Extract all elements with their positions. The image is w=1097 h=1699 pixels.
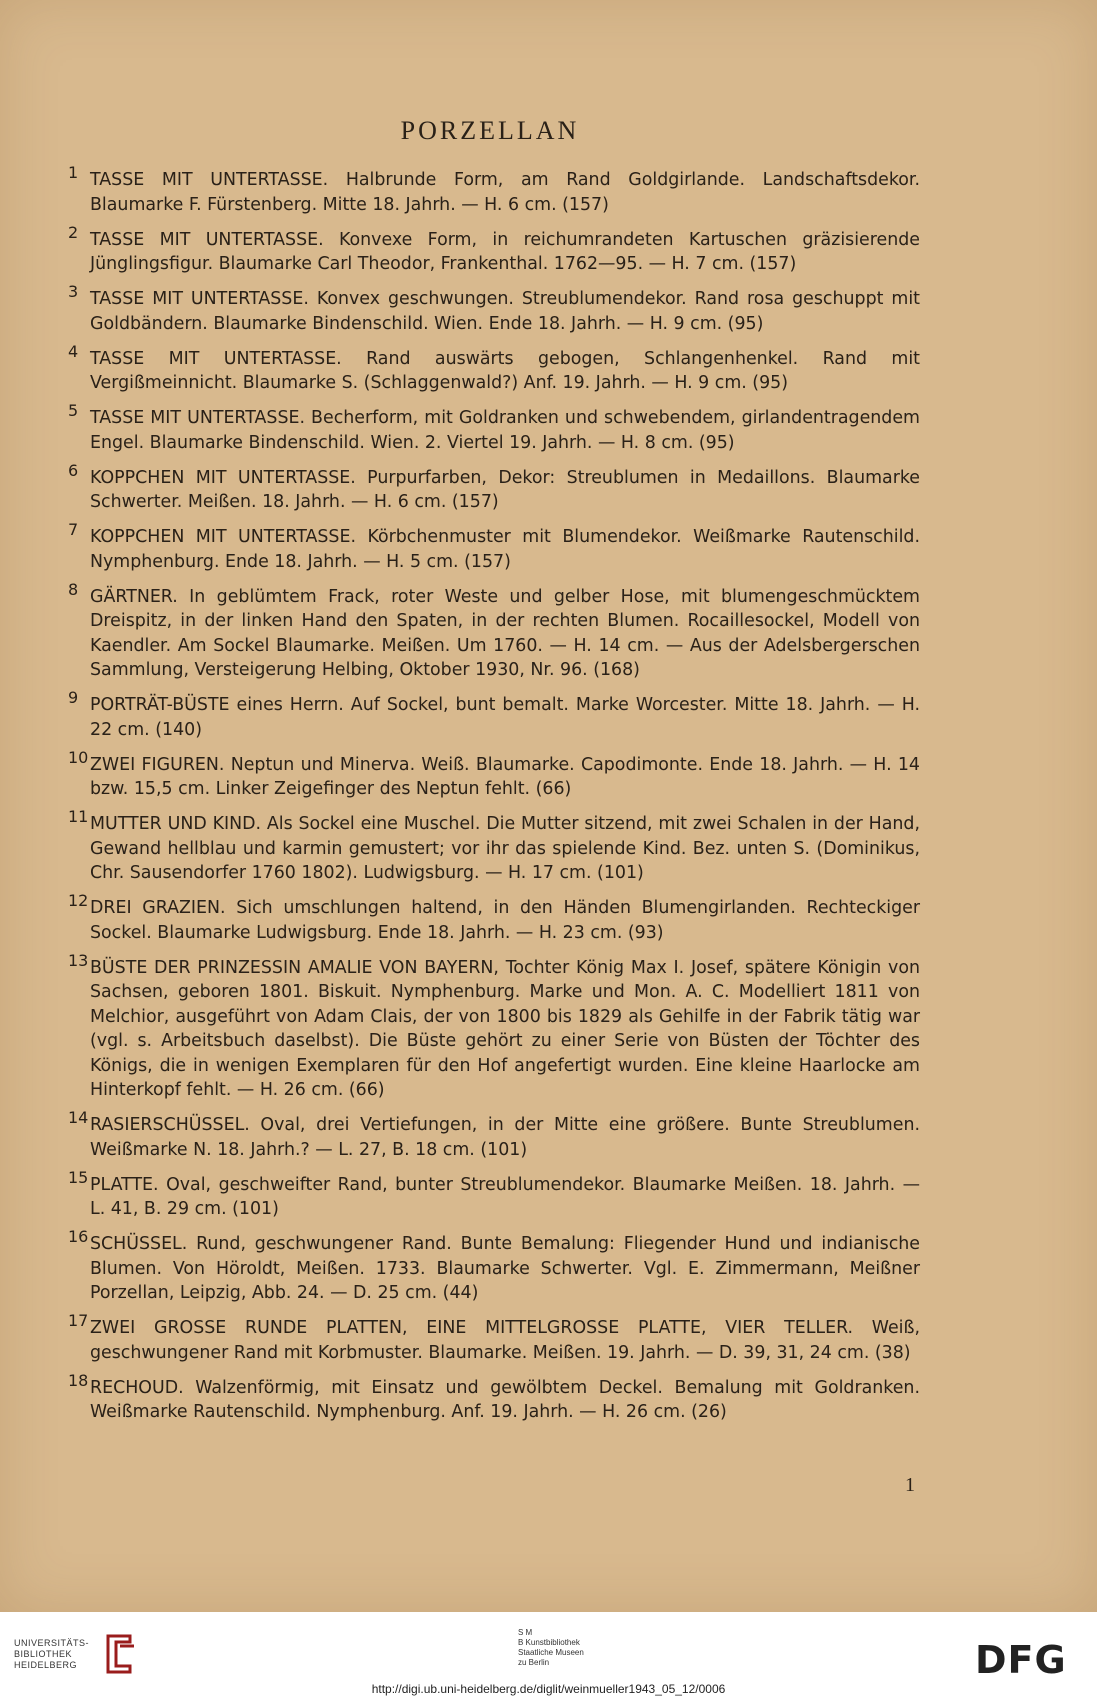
entry-text: DREI GRAZIEN. Sich umschlungen haltend, in den Händen Blumengirlanden. Rechteckiger Sockel. Blaumarke Ludwigsburg. Ende 18. Jahrh. — H. 23 cm. (93) bbox=[90, 898, 920, 943]
university-logo-line: UNIVERSITÄTS- bbox=[14, 1638, 90, 1648]
catalog-entry bbox=[68, 520, 920, 574]
catalog-entry bbox=[68, 460, 920, 515]
catalog-entry bbox=[68, 222, 920, 277]
entry-text: MUTTER UND KIND. Als Sockel eine Muschel. Die Mutter sitzend, mit zwei Schalen in der Hand, Gewand hellblau und karmin gemustert; vor ihr das spielende Kind. Bez. unten S. (Dominikus, Chr. Sausendorfer 1760 1802). Ludwigsburg. — H. 17 cm. (101) bbox=[90, 814, 920, 883]
entry-number: 16 bbox=[68, 1227, 89, 1246]
library-stamp-line: Staatliche Museen bbox=[518, 1648, 584, 1657]
entry-number: 17 bbox=[68, 1311, 89, 1330]
entry-number: 5 bbox=[68, 401, 79, 420]
entry-text: TASSE MIT UNTERTASSE. Konvexe Form, in reichumrandeten Kartuschen gräzisierende Jünglingsfigur. Blaumarke Carl Theodor, Frankenthal. 1762—95. — H. 7 cm. (157) bbox=[90, 229, 920, 274]
page-number: 1 bbox=[905, 1474, 915, 1496]
catalog-entry bbox=[68, 1108, 920, 1162]
entry-text: TASSE MIT UNTERTASSE. Konvex geschwungen. Streublumendekor. Rand rosa geschuppt mit Goldbändern. Blaumarke Bindenschild. Wien. Ende 18. Jahrh. — H. 9 cm. (95) bbox=[90, 289, 920, 334]
entry-number: 18 bbox=[68, 1370, 89, 1390]
library-stamp-line: B Kunstbibliothek bbox=[518, 1638, 580, 1647]
entry-text: KOPPCHEN MIT UNTERTASSE. Körbchenmuster mit Blumendekor. Weißmarke Rautenschild. Nymphenburg. Ende 18. Jahrh. — H. 5 cm. (157) bbox=[90, 527, 920, 572]
catalog-entry bbox=[68, 688, 920, 742]
source-url-link[interactable]: http://digi.ub.uni-heidelberg.de/diglit/weinmueller1943_05_12/0006 bbox=[371, 1682, 726, 1696]
entry-number: 8 bbox=[68, 579, 79, 599]
catalog-entry bbox=[68, 341, 920, 396]
entry-number: 13 bbox=[68, 950, 89, 970]
entry-text: GÄRTNER. In geblümtem Frack, roter Weste und gelber Hose, mit blumengeschmücktem Dreispitz, in der linken Hand den Spaten, in der rechten Blumen. Rocaillesockel, Modell von Kaendler. Am Sockel Blaumarke. Meißen. Um 1760. — H. 14 cm. — Aus der Adelsbergerschen Sammlung, Versteigerung Helbing, Oktober 1930, Nr. 96. (168) bbox=[90, 586, 920, 680]
entry-number: 2 bbox=[68, 222, 79, 242]
university-logo-line: BIBLIOTHEK bbox=[14, 1649, 73, 1659]
library-stamp-line: zu Berlin bbox=[518, 1658, 550, 1667]
entry-text: ZWEI GROSSE RUNDE PLATTEN, EINE MITTELGROSSE PLATTE, VIER TELLER. Weiß, geschwungener Rand mit Korbmuster. Blaumarke. Meißen. 19. Jahrh. — D. 39, 31, 24 cm. (38) bbox=[90, 1318, 920, 1363]
library-stamp bbox=[518, 1628, 638, 1668]
entry-number: 12 bbox=[68, 891, 89, 910]
catalog-entry bbox=[68, 163, 920, 217]
catalog-entry bbox=[68, 1370, 920, 1425]
catalog-entry bbox=[68, 1167, 920, 1222]
entry-number: 14 bbox=[68, 1108, 89, 1127]
entry-number: 7 bbox=[68, 520, 79, 539]
entry-number: 3 bbox=[68, 282, 79, 301]
entry-number: 11 bbox=[68, 807, 89, 826]
entry-number: 6 bbox=[68, 460, 79, 480]
catalog-entry bbox=[68, 807, 920, 886]
dfg-logo[interactable]: DFG bbox=[975, 1638, 1067, 1682]
catalog-entries bbox=[68, 163, 920, 1435]
page-title: PORZELLAN bbox=[400, 116, 580, 145]
entry-number: 4 bbox=[68, 341, 79, 361]
entry-text: TASSE MIT UNTERTASSE. Becherform, mit Goldranken und schwebendem, girlandentragendem Engel. Blaumarke Bindenschild. Wien. 2. Viertel 19. Jahrh. — H. 8 cm. (95) bbox=[90, 408, 920, 453]
entry-text: PORTRÄT-BÜSTE eines Herrn. Auf Sockel, bunt bemalt. Marke Worcester. Mitte 18. Jahrh. — H. 22 cm. (140) bbox=[90, 695, 920, 740]
entry-text: RECHOUD. Walzenförmig, mit Einsatz und gewölbtem Deckel. Bemalung mit Goldranken. Weißmarke Rautenschild. Nymphenburg. Anf. 19. Jahrh. — H. 26 cm. (26) bbox=[90, 1377, 920, 1422]
entry-number: 1 bbox=[68, 163, 79, 182]
entry-text: TASSE MIT UNTERTASSE. Halbrunde Form, am Rand Goldgirlande. Landschaftsdekor. Blaumarke F. Fürstenberg. Mitte 18. Jahrh. — H. 6 cm. (157) bbox=[90, 170, 920, 215]
university-mark-icon bbox=[100, 1632, 140, 1676]
entry-number: 15 bbox=[68, 1167, 89, 1187]
university-logo-line: HEIDELBERG bbox=[14, 1660, 78, 1670]
entry-text: SCHÜSSEL. Rund, geschwungener Rand. Bunte Bemalung: Fliegender Hund und indianische Blumen. Von Höroldt, Meißen. 1733. Blaumarke Schwerter. Vgl. E. Zimmermann, Meißner Porzellan, Leipzig, Abb. 24. — D. 25 cm. (44) bbox=[90, 1234, 920, 1303]
entry-number: 10 bbox=[68, 747, 89, 767]
entry-text: PLATTE. Oval, geschweifter Rand, bunter Streublumendekor. Blaumarke Meißen. 18. Jahrh. — L. 41, B. 29 cm. (101) bbox=[90, 1174, 920, 1219]
catalog-entry bbox=[68, 1227, 920, 1306]
library-stamp-line: S M bbox=[518, 1628, 533, 1637]
entry-text: KOPPCHEN MIT UNTERTASSE. Purpurfarben, Dekor: Streublumen in Medaillons. Blaumarke Schwerter. Meißen. 18. Jahrh. — H. 6 cm. (157) bbox=[90, 467, 920, 512]
entry-text: TASSE MIT UNTERTASSE. Rand auswärts gebogen, Schlangenhenkel. Rand mit Vergißmeinnicht. Blaumarke S. (Schlaggenwald?) Anf. 19. Jahrh. — H. 9 cm. (95) bbox=[90, 348, 920, 393]
catalog-entry bbox=[68, 282, 920, 336]
catalog-entry bbox=[68, 579, 920, 683]
catalog-entry bbox=[68, 950, 920, 1103]
entry-number: 9 bbox=[68, 688, 79, 707]
catalog-entry bbox=[68, 747, 920, 802]
university-library-logo[interactable] bbox=[14, 1632, 154, 1676]
entry-text: ZWEI FIGUREN. Neptun und Minerva. Weiß. Blaumarke. Capodimonte. Ende 18. Jahrh. — H. 14 bzw. 15,5 cm. Linker Zeigefinger des Neptun fehlt. (66) bbox=[90, 754, 920, 799]
entry-text: BÜSTE DER PRINZESSIN AMALIE VON BAYERN, Tochter König Max I. Josef, spätere Königin von Sachsen, geboren 1801. Biskuit. Nymphenburg. Marke und Mon. A. C. Modelliert 1811 von Melchior, ausgeführt von Adam Clais, der von 1800 bis 1829 als Gehilfe in der Fabrik tätig war (vgl. s. Arbeitsbuch daselbst). Die Büste gehört zu einer Serie von Büsten der Töchter des Königs, die in wenigen Exemplaren für den Hof angefertigt wurden. Eine kleine Haarlocke am Hinterkopf fehlt. — H. 26 cm. (66) bbox=[90, 957, 920, 1100]
catalog-entry bbox=[68, 891, 920, 945]
catalog-entry bbox=[68, 401, 920, 455]
catalog-entry bbox=[68, 1311, 920, 1365]
entry-text: RASIERSCHÜSSEL. Oval, drei Vertiefungen, in der Mitte eine größere. Bunte Streublumen. Weißmarke N. 18. Jahrh.? — L. 27, B. 18 cm. (101) bbox=[90, 1115, 920, 1160]
viewer-footer bbox=[0, 1612, 1097, 1699]
university-logo-text bbox=[14, 1638, 89, 1671]
